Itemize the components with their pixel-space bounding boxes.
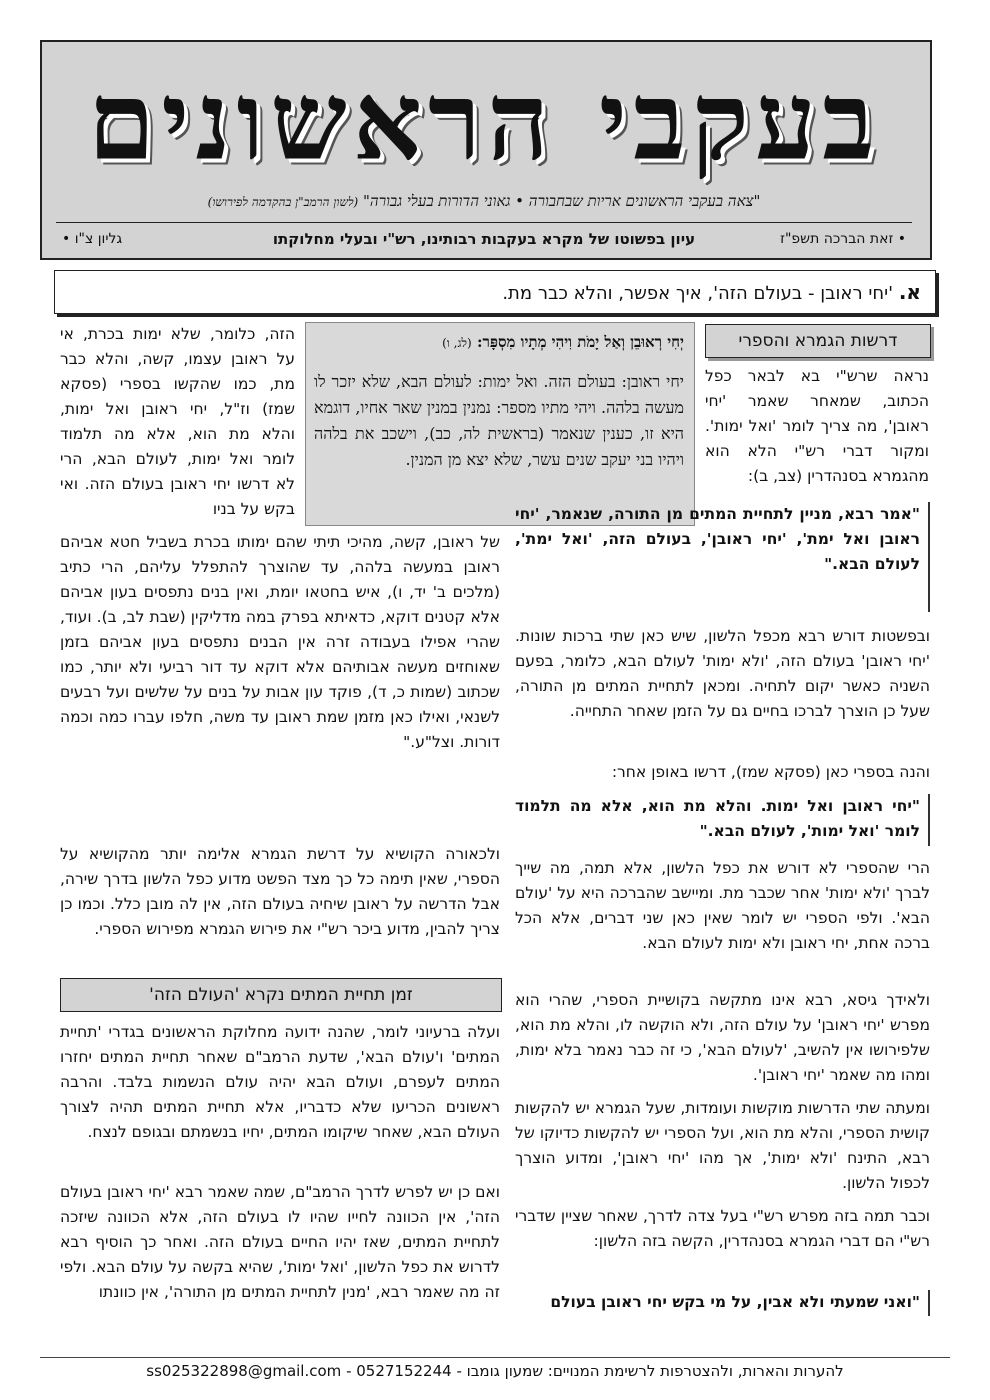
- footer-contact: להערות והארות, ולהצטרפות לרשימת המנויים: שמעון גומבו - 0527152244 - ss025322898@gmail.com: [146, 1362, 844, 1380]
- edition-tagline: עיון בפשוטו של מקרא בעקבות רבותינו, רש"י ובעלי מחלוקתו: [272, 230, 696, 248]
- rashi-commentary: יחי ראובן: בעולם הזה. ואל ימות: לעולם הבא, שלא יזכר לו מעשה בלהה. ויהי מתיו מספר: נמנין במנין שאר אחיו, דוגמא היא זו, כענין שנאמר (בראשית לה, כב), וישכב את בלהה ויהיו בני יעקב שנים עשר, שלא יצא מן המנין.: [314, 372, 684, 469]
- masthead-title-box: [60, 48, 908, 196]
- article-headline: [54, 270, 936, 314]
- edition-divider: [56, 222, 912, 223]
- right-col-para-3: והנה בספרי כאן (פסקא שמז), דרשו באופן אחר:: [611, 763, 930, 781]
- headline-letter: א.: [898, 280, 921, 304]
- verse-text: יְחִי רְאוּבֵן וְאַל יָמֹת וִיהִי מְתָיו מִסְפָּר:: [476, 333, 684, 351]
- edition-parasha: • זאת הברכה תשפ"ז: [780, 231, 906, 247]
- masthead-title: בעקבי הראשונים: [87, 59, 881, 185]
- section-title-gemara-sifri: דרשות הגמרא והספרי: [705, 324, 931, 358]
- subtitle-quote: "צאה בעקבי הראשונים אריות שבחבורה • גאוני הדורות בעלי גבורה": [363, 192, 761, 210]
- verse-ref: (לג, ו): [442, 336, 472, 350]
- right-col-para-4: הרי שהספרי לא דורש את כפל הלשון, אלא תמה, מה שייך לברך 'ולא ימות' אחר שכבר מת. ומיישב שהברכה היא על 'עולם הבא'. ולפי הספרי יש לומר שאין כאן שני דברים, אלא הכל ברכה אחת, יחי ראובן ולא ימות לעולם הבא.: [515, 859, 930, 952]
- right-col-quote-3: "ואני שמעתי ולא אבין, על מי בקש יחי ראובן בעולם: [515, 1290, 930, 1316]
- left-col-para-2: של ראובן, קשה, מהיכי תיתי שהם ימותו בכרת בשביל חטא אביהם ראובן במעשה בלהה, עד שהוצרך להתפלל עליהם, הרי כתיב (מלכים ב' יד, ו), איש בחטאו יומת, ואין בנים נתפסים בעון אביהם אלא קטנים דוקא, כדאיתא בפרק במה מדליקין (שבת לב, ב). ועוד, שהרי אפילו בעבודה זרה אין הבנים נתפסים בעון אביהם בזמן שאוחזים מעשה אבותיהם אלא דוקא עד דור רביעי ולא יותר, כמו שכתוב (שמות כ, ד), פוקד עון אבות על בנים על שלשים ועל רבעים לשנאי, ואילו כאן מזמן שמת ראובן עד משה, חלפו עברו כמה וכמה דורות. וצל"ע.": [60, 533, 500, 751]
- headline-text: 'יחי ראובן - בעולם הזה', איך אפשר, והלא כבר מת.: [502, 283, 894, 304]
- left-col-para-1: הזה, כלומר, שלא ימות בכרת, אי על ראובן עצמו, קשה, והלא כבר מת, כמו שהקשו בספרי (פסקא שמז) וז"ל, יחי ראובן ואל ימות, והלא מת הוא, אלא מה תלמוד לומר ואל ימות, לעולם הבא, הרי לא דרשו יחי ראובן בעולם הזה. ואי בקש על בניו: [60, 325, 295, 518]
- edition-issue: גליון צ"ו •: [62, 231, 123, 247]
- masthead-subtitle: [60, 192, 908, 211]
- left-col-para-3: ולכאורה הקושיא על דרשת הגמרא אלימה יותר מהקושיא על הספרי, שאין תימה כל כך מצד הפשט מדוע כפל הלשון בדרך שירה, אבל הדרשה על ראובן שיחיה בעולם הזה, אין לה מובן כלל. וכמו כן צריך להבין, מדוע ביכר רש"י את פירוש הגמרא מפירוש הספרי.: [60, 845, 500, 938]
- right-col-quote-1: "אמר רבא, מניין לתחיית המתים מן התורה, שנאמר, 'יחי ראובן ואל ימת', 'יחי ראובן', בעולם הזה, 'ואל ימת', לעולם הבא.": [515, 502, 930, 612]
- right-col-para-5: ולאידך גיסא, רבא אינו מתקשה בקושיית הספרי, שהרי הוא מפרש 'יחי ראובן' על עולם הזה, ולא הוקשה לו, והלא מת הוא, שלפירושו אין להשיב, 'לעולם הבא', כי זה כבר נאמר בלא ימות, ומהו מה שאמר 'יחי ראובן'.: [515, 991, 930, 1084]
- left-col-para-5: ואם כן יש לפרש לדרך הרמב"ם, שמה שאמר רבא 'יחי ראובן בעולם הזה', אין הכוונה לחייו שהיו לו בעולם הזה, אלא הכוונה שיזכה לתחיית המתים, שאז יהיו החיים בעולם הזה. ואחר כך הוסיף רבא לדרוש את כפל הלשון, 'ואל ימות', שהיא בקשה על עולם הבא. ולפי זה מה שאמר רבא, 'מנין לתחיית המתים מן התורה', אין כוונתו: [60, 1183, 500, 1301]
- right-col-para-2: ובפשטות דורש רבא מכפל הלשון, שיש כאן שתי ברכות שונות. 'יחי ראובן' בעולם הזה, 'ולא ימות' לעולם הבא, כלומר, בפעם השניה כאשר יקום לתחיה. ומכאן לתחיית המתים מן התורה, שעל כן הוצרך לברכו בחיים גם על הזמן שאחר התחייה.: [515, 627, 930, 720]
- edition-bar: [56, 228, 912, 250]
- verse-box: [305, 322, 695, 526]
- left-col-para-4: ועלה ברעיוני לומר, שהנה ידועה מחלוקת הראשונים בגדרי 'תחיית המתים' ו'עולם הבא', שדעת הרמב"ם שאחר תחיית המתים יחזרו המתים לעפרם, ועולם הבא יהיה עולם הנשמות בלבד. והרבה ראשונים הכריעו שלא כדבריו, אלא תחיית המתים תהיה לצורך העולם הבא, שאחר שיקומו המתים, יחיו בנשמתם ובגופם לנצח.: [60, 1023, 500, 1141]
- section-title-resurrection: זמן תחיית המתים נקרא 'העולם הזה': [60, 978, 502, 1012]
- right-col-para-6: ומעתה שתי הדרשות מוקשות ועומדות, שעל הגמרא יש להקשות קושית הספרי, והלא מת הוא, ועל הספרי יש להקשות כדיוקו של רבא, התינח 'ולא ימות', אך מהו 'יחי ראובן', ומדוע הוצרך לכפול הלשון.: [515, 1099, 930, 1192]
- right-col-para-1: נראה שרש"י בא לבאר כפל הכתוב, שמאחר שאמר 'יחי ראובן', מה צריך לומר 'ואל ימות'. ומקור דברי רש"י הלא הוא מהגמרא בסנהדרין (צב, ב):: [705, 367, 929, 485]
- right-col-quote-2: "יחי ראובן ואל ימות. והלא מת הוא, אלא מה תלמוד לומר 'ואל ימות', לעולם הבא.": [515, 794, 930, 846]
- right-col-para-7: וכבר תמה בזה מפרש רש"י בעל צדה לדרך, שאחר שציין שדברי רש"י הם דברי הגמרא בסנהדרין, הקשה בזה הלשון:: [515, 1207, 930, 1250]
- verse-line: [314, 333, 684, 352]
- footer-divider: [40, 1357, 950, 1358]
- subtitle-source: (לשון הרמב"ן בהקדמה לפירושו): [207, 195, 359, 209]
